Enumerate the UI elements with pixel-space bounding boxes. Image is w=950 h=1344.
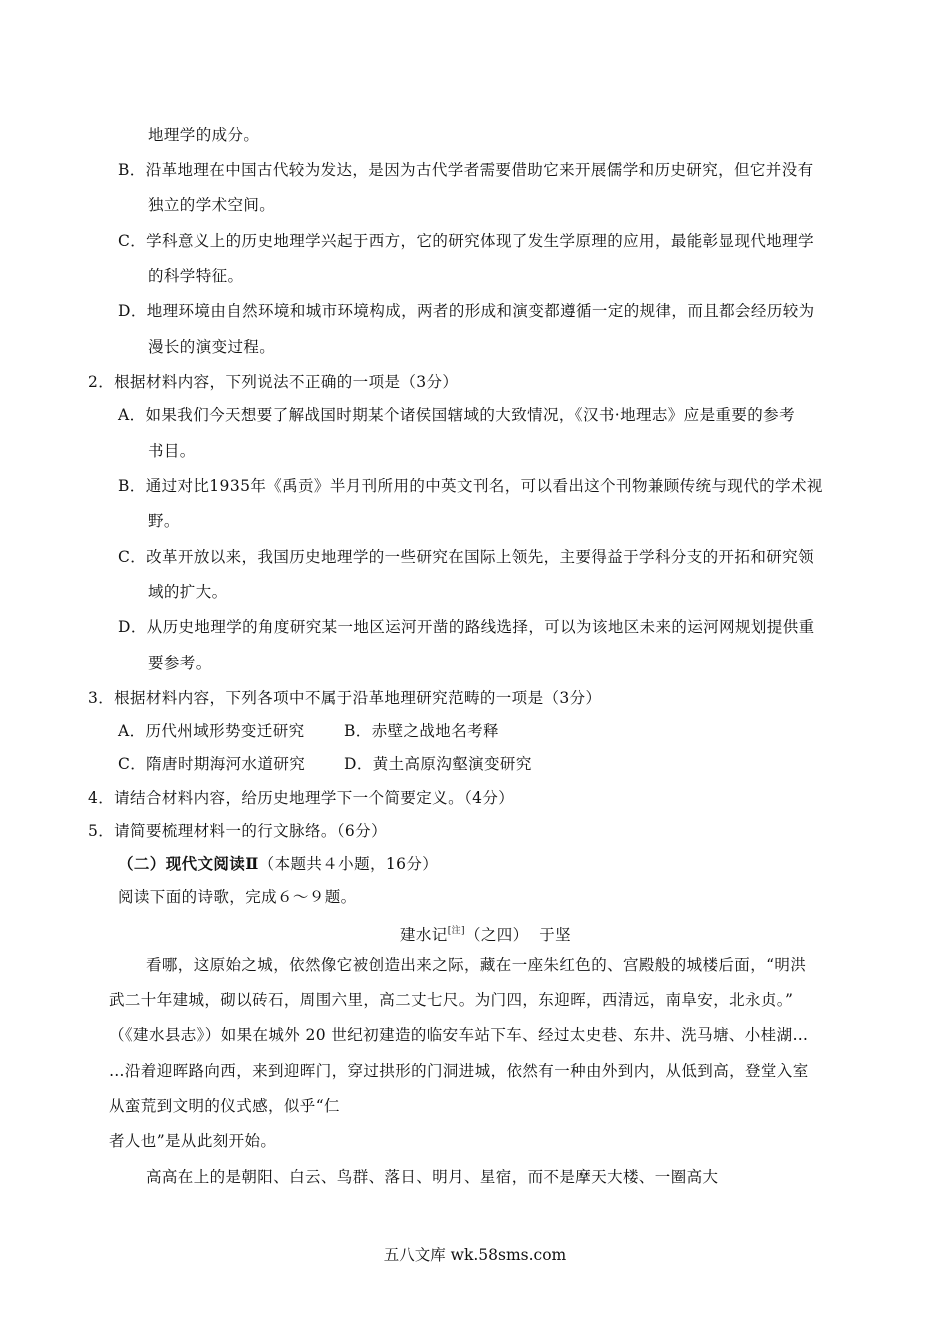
q4-stem: 4．请结合材料内容，给历史地理学下一个简要定义。（4分） (88, 789, 515, 807)
q2-option-d: D．从历史地理学的角度研究某一地区运河开凿的路线选择，可以为该地区未来的运河网规划提供重 (118, 618, 815, 636)
q3-option-a: A．历代州域形势变迁研究 (118, 722, 305, 740)
poem-line: …沿着迎晖路向西，来到迎晖门，穿过拱形的门洞进城，依然有一种由外到内，从低到高，登堂入室 (109, 1062, 809, 1080)
poem-line: 看哪，这原始之城，依然像它被创造出来之际，藏在一座朱红色的、宫殿般的城楼后面，“明洪 (146, 956, 807, 974)
q2-option-a-continuation: 书目。 (148, 442, 196, 460)
q2-option-c: C．改革开放以来，我国历史地理学的一些研究在国际上领先，主要得益于学科分支的开拓和研究领 (118, 548, 814, 566)
q5-stem: 5．请简要梳理材料一的行文脉络。（6分） (88, 822, 387, 840)
q1-option-d: D．地理环境由自然环境和城市环境构成，两者的形成和演变都遵循一定的规律，而且都会经历较为 (118, 302, 815, 320)
q2-stem: 2．根据材料内容，下列说法不正确的一项是（3分） (88, 373, 459, 391)
q3-stem: 3．根据材料内容，下列各项中不属于沿革地理研究范畴的一项是（3分） (88, 689, 602, 707)
poem-line: 高高在上的是朝阳、白云、鸟群、落日、明月、星宿，而不是摩天大楼、一圈高大 (146, 1168, 719, 1186)
poem-author: 于坚 (539, 926, 572, 944)
poem-note-marker: [注] (447, 926, 465, 936)
poem-line: 者人也”是从此刻开始。 (109, 1132, 277, 1150)
q1-option-b-continuation: 独立的学术空间。 (148, 196, 276, 214)
section-info: （本题共４小题，16分） (258, 855, 439, 873)
q2-option-d-continuation: 要参考。 (148, 654, 212, 672)
q1-option-b: B．沿革地理在中国古代较为发达，是因为古代学者需要借助它来开展儒学和历史研究，但它并没有 (118, 161, 814, 179)
q3-option-c: C．隋唐时期海河水道研究 (118, 755, 306, 773)
q1-option-c: C．学科意义上的历史地理学兴起于西方，它的研究体现了发生学原理的应用，最能彰显现代地理学 (118, 232, 814, 250)
poem-title-line (400, 920, 571, 946)
q1-option-a-continuation: 地理学的成分。 (148, 126, 260, 144)
section-header (118, 853, 438, 875)
q2-option-b: B．通过对比1935年《禹贡》半月刊所用的中英文刊名，可以看出这个刊物兼顾传统与现代的学术视 (118, 477, 823, 495)
poem-line: 武二十年建城，砌以砖石，周围六里，高二丈七尺。为门四，东迎晖，西清远，南阜安，北永贞。” (109, 991, 794, 1009)
q1-option-c-continuation: 的科学特征。 (148, 267, 244, 285)
q3-option-b: B．赤壁之战地名考释 (344, 722, 499, 740)
page-footer: 五八文库 wk.58sms.com (383, 1246, 567, 1264)
poem-part: （之四） (464, 926, 529, 944)
poem-line: 从蛮荒到文明的仪式感，似乎“仁 (109, 1097, 340, 1115)
q1-option-d-continuation: 漫长的演变过程。 (148, 338, 276, 356)
poem-title: 建水记 (400, 926, 448, 944)
section-title: （二）现代文阅读Ⅱ (118, 854, 259, 873)
poem-line: （《建水县志》）如果在城外 20 世纪初建造的临安车站下车、经过太史巷、东井、洗马塘、小桂湖… (109, 1026, 809, 1044)
q2-option-b-continuation: 野。 (148, 512, 180, 530)
q2-option-a: A．如果我们今天想要了解战国时期某个诸侯国辖域的大致情况，《汉书·地理志》应是重要的参考 (118, 406, 795, 424)
section-instruction: 阅读下面的诗歌，完成６～９题。 (118, 888, 357, 906)
q3-option-d: D．黄土高原沟壑演变研究 (344, 755, 532, 773)
q2-option-c-continuation: 域的扩大。 (148, 583, 228, 601)
